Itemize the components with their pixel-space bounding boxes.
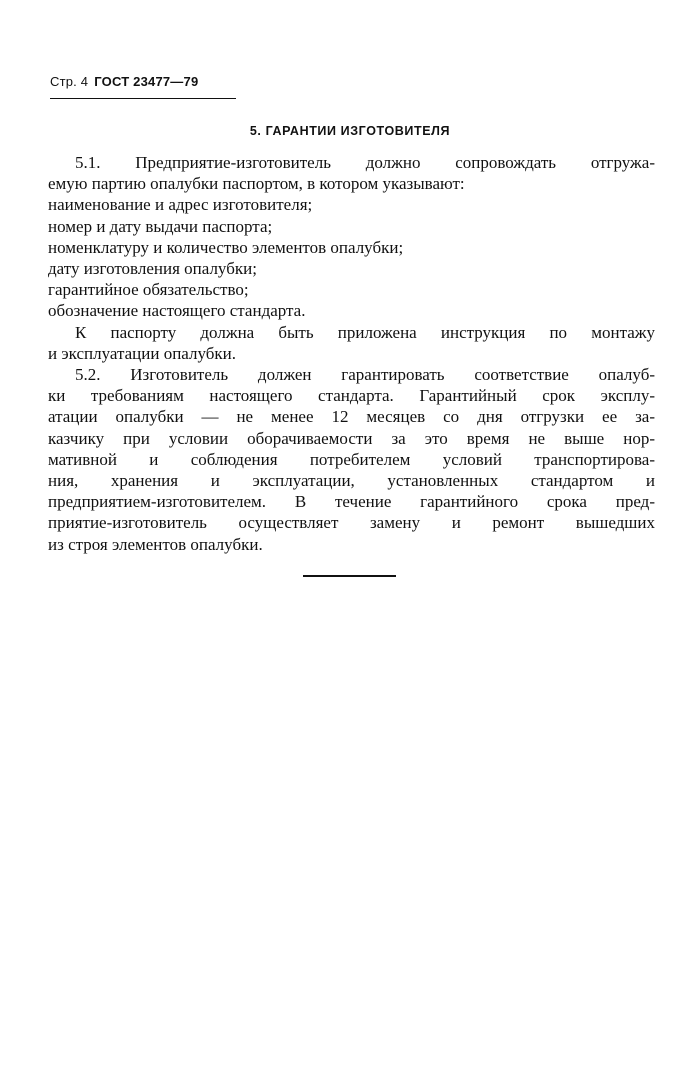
text-line: ния, хранения и эксплуатации, установленных стандартом и [48,471,655,491]
header-divider [50,98,236,99]
standard-designation: ГОСТ 23477—79 [94,74,199,89]
text-line: атации опалубки — не менее 12 месяцев со дня отгрузки ее за- [48,407,655,427]
page-number: Стр. 4 [50,74,89,89]
text-line: предприятием-изготовителем. В течение гарантийного срока пред- [48,492,655,512]
text-line: казчику при условии оборачиваемости за это время не выше нор- [48,428,655,448]
text-line: и эксплуатации опалубки. [48,343,237,363]
section-title: 5. ГАРАНТИИ ИЗГОТОВИТЕЛЯ [249,124,451,138]
text-line: мативной и соблюдения потребителем условий транспортирова- [48,449,655,469]
list-item: дату изготовления опалубки; [48,259,257,279]
list-item: гарантийное обязательство; [48,280,249,300]
list-item: наименование и адрес изготовителя; [48,195,313,215]
text-line: из строя элементов опалубки. [48,534,263,554]
text-line: 5.1. Предприятие-изготовитель должно сопровождать отгружа- [75,153,655,172]
list-item: номер и дату выдачи паспорта; [48,216,273,236]
list-item: обозначение настоящего стандарта. [48,301,306,321]
end-divider [303,575,396,577]
text-line: К паспорту должна быть приложена инструкция по монтажу [75,322,655,342]
list-item: номенклатуру и количество элементов опалубки; [48,237,404,257]
text-line: 5.2. Изготовитель должен гарантировать соответствие опалуб- [75,365,655,385]
text-line: приятие-изготовитель осуществляет замену и ремонт вышедших [48,513,655,533]
section-body [48,152,655,555]
text-line: емую партию опалубки паспортом, в котором указывают: [48,174,465,194]
page-header [50,74,198,89]
text-line: ки требованиям настоящего стандарта. Гарантийный срок эксплу- [48,386,655,406]
